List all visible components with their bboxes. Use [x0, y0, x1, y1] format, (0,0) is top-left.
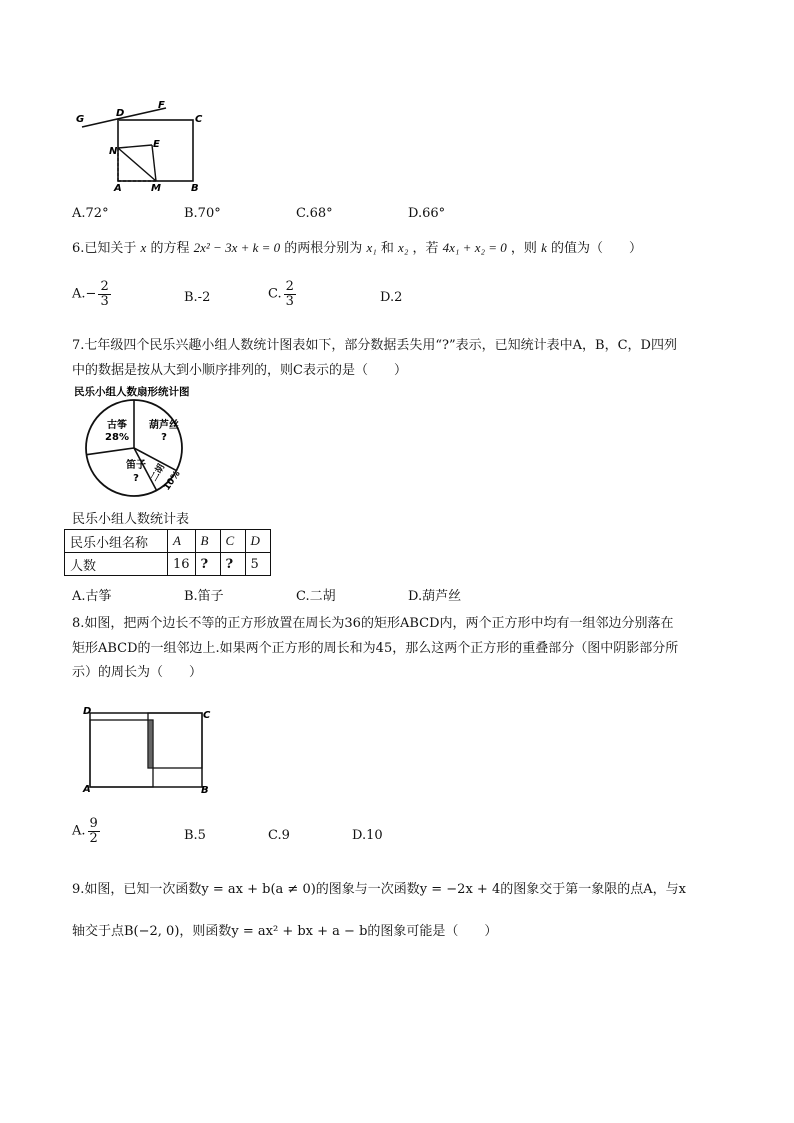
slice-label-dizi: 笛子	[126, 460, 146, 471]
q6-x1: x₁	[366, 240, 377, 255]
q6-option-a[interactable]	[72, 280, 113, 308]
q8-stem-line3: 示）的周长为（ ）	[72, 665, 203, 680]
q6-option-d[interactable]: D.2	[380, 290, 403, 305]
label-C: C	[195, 114, 203, 125]
q7-option-d[interactable]: D.葫芦丝	[408, 589, 462, 604]
table-cell: 5	[245, 553, 270, 576]
q6-cond-post: ，则	[510, 241, 537, 256]
q6-option-a-den: 3	[100, 293, 109, 309]
q6-stem-pre: 6.已知关于	[72, 241, 137, 256]
q7-option-b[interactable]: B.笛子	[184, 589, 224, 604]
label-E: E	[153, 139, 160, 150]
q6-var-x: x	[140, 240, 147, 255]
q6-equation: 2x² − 3x + k = 0	[193, 240, 281, 255]
q6-option-c-prefix: C.	[268, 286, 282, 302]
q5-option-a[interactable]: A.72°	[72, 206, 109, 221]
label-N: N	[109, 146, 118, 157]
q6-stem	[72, 237, 642, 256]
table-cell: ?	[220, 553, 245, 576]
q6-var-k: k	[541, 240, 547, 255]
q7-stem-line1: 7.七年级四个民乐兴趣小组人数统计图表如下，部分数据丢失用“?”表示，已知统计表中A，B，C，D四列	[72, 338, 677, 353]
q6-option-c-num: 2	[285, 279, 294, 294]
label-C: C	[203, 710, 211, 721]
label-D: D	[83, 706, 92, 717]
table-row	[65, 553, 271, 576]
q6-option-a-sign: −	[85, 286, 97, 302]
q6-stem-end: 的值为（ ）	[550, 241, 642, 256]
q6-cond-pre: ，若	[412, 241, 439, 256]
q8-stem-line1: 8.如图，把两个边长不等的正方形放置在周长为36的矩形ABCD内，两个正方形中均有一组邻边分别落在	[72, 616, 674, 631]
q5-option-d[interactable]: D.66°	[408, 206, 446, 221]
label-M: M	[151, 183, 161, 194]
q6-option-c-den: 3	[285, 293, 294, 309]
table-cell: 人数	[65, 553, 168, 576]
table-cell: ?	[195, 553, 220, 576]
q6-stem-roots: 的两根分别为	[284, 241, 363, 256]
q7-option-a[interactable]: A.古筝	[72, 589, 112, 604]
slice-value-dizi: ?	[133, 473, 139, 484]
q8-figure	[80, 704, 215, 796]
q6-option-c-fraction	[284, 280, 296, 308]
table-header-cell: D	[245, 530, 270, 553]
label-B: B	[191, 183, 199, 194]
q6-x2: x₂	[398, 240, 409, 255]
q8-option-d[interactable]: D.10	[352, 828, 383, 843]
q9-stem-line2: 轴交于点B(−2, 0)，则函数y = ax² + bx + a − b的图象可能是（ ）	[72, 924, 498, 939]
q7-pie-chart	[72, 382, 242, 502]
label-F: F	[158, 100, 165, 111]
q7-table-caption: 民乐小组人数统计表	[72, 512, 190, 527]
q5-figure	[74, 98, 214, 194]
table-header-cell: B	[195, 530, 220, 553]
table-header-row	[65, 530, 271, 553]
q9-stem-line1: 9.如图，已知一次函数y = ax + b(a ≠ 0)的图象与一次函数y = −2x + 4的图象交于第一象限的点A，与x	[72, 882, 686, 897]
q6-condition: 4x₁ + x₂ = 0	[442, 240, 507, 255]
table-header-cell: A	[168, 530, 196, 553]
slice-value-hulusi: ?	[161, 432, 167, 443]
label-A: A	[114, 183, 122, 194]
q6-option-c[interactable]	[268, 280, 298, 308]
slice-value-erhu: 10%	[162, 469, 183, 493]
slice-value-guzheng: 28%	[105, 432, 129, 443]
table-header-cell: C	[220, 530, 245, 553]
q6-stem-mid: 的方程	[150, 241, 190, 256]
q8-option-a-den: 2	[89, 830, 98, 846]
shaded-overlap	[148, 720, 153, 768]
q8-option-c[interactable]: C.9	[268, 828, 290, 843]
q6-option-a-fraction	[98, 280, 110, 308]
q6-option-a-prefix: A.	[72, 286, 86, 302]
q8-stem-line2: 矩形ABCD的一组邻边上.如果两个正方形的周长和为45，那么这两个正方形的重叠部分（图中阴影部分所	[72, 641, 679, 656]
pie-chart-title: 民乐小组人数扇形统计图	[74, 386, 190, 398]
label-G: G	[76, 114, 85, 125]
q7-option-c[interactable]: C.二胡	[296, 589, 336, 604]
q7-stem-line2: 中的数据是按从大到小顺序排列的，则C表示的是（ ）	[72, 363, 407, 378]
label-D: D	[116, 108, 125, 119]
q7-stat-table	[64, 529, 271, 576]
q6-option-a-num: 2	[100, 279, 109, 294]
q6-and: 和	[380, 241, 394, 256]
table-header-cell: 民乐小组名称	[65, 530, 168, 553]
slice-label-hulusi: 葫芦丝	[149, 420, 179, 431]
table-cell: 16	[168, 553, 196, 576]
q5-option-b[interactable]: B.70°	[184, 206, 221, 221]
pie-slice-boundary	[86, 448, 134, 455]
q8-option-b[interactable]: B.5	[184, 828, 206, 843]
slice-label-guzheng: 古筝	[107, 420, 127, 431]
q5-option-c[interactable]: C.68°	[296, 206, 333, 221]
q8-option-a-fraction	[88, 817, 100, 845]
slice-label-erhu: 二胡	[149, 462, 168, 484]
q8-option-a[interactable]	[72, 817, 102, 845]
q8-option-a-num: 9	[89, 816, 98, 831]
label-A: A	[83, 784, 91, 795]
q8-option-a-prefix: A.	[72, 823, 86, 839]
q6-option-b[interactable]: B.-2	[184, 290, 211, 305]
label-B: B	[201, 785, 209, 796]
